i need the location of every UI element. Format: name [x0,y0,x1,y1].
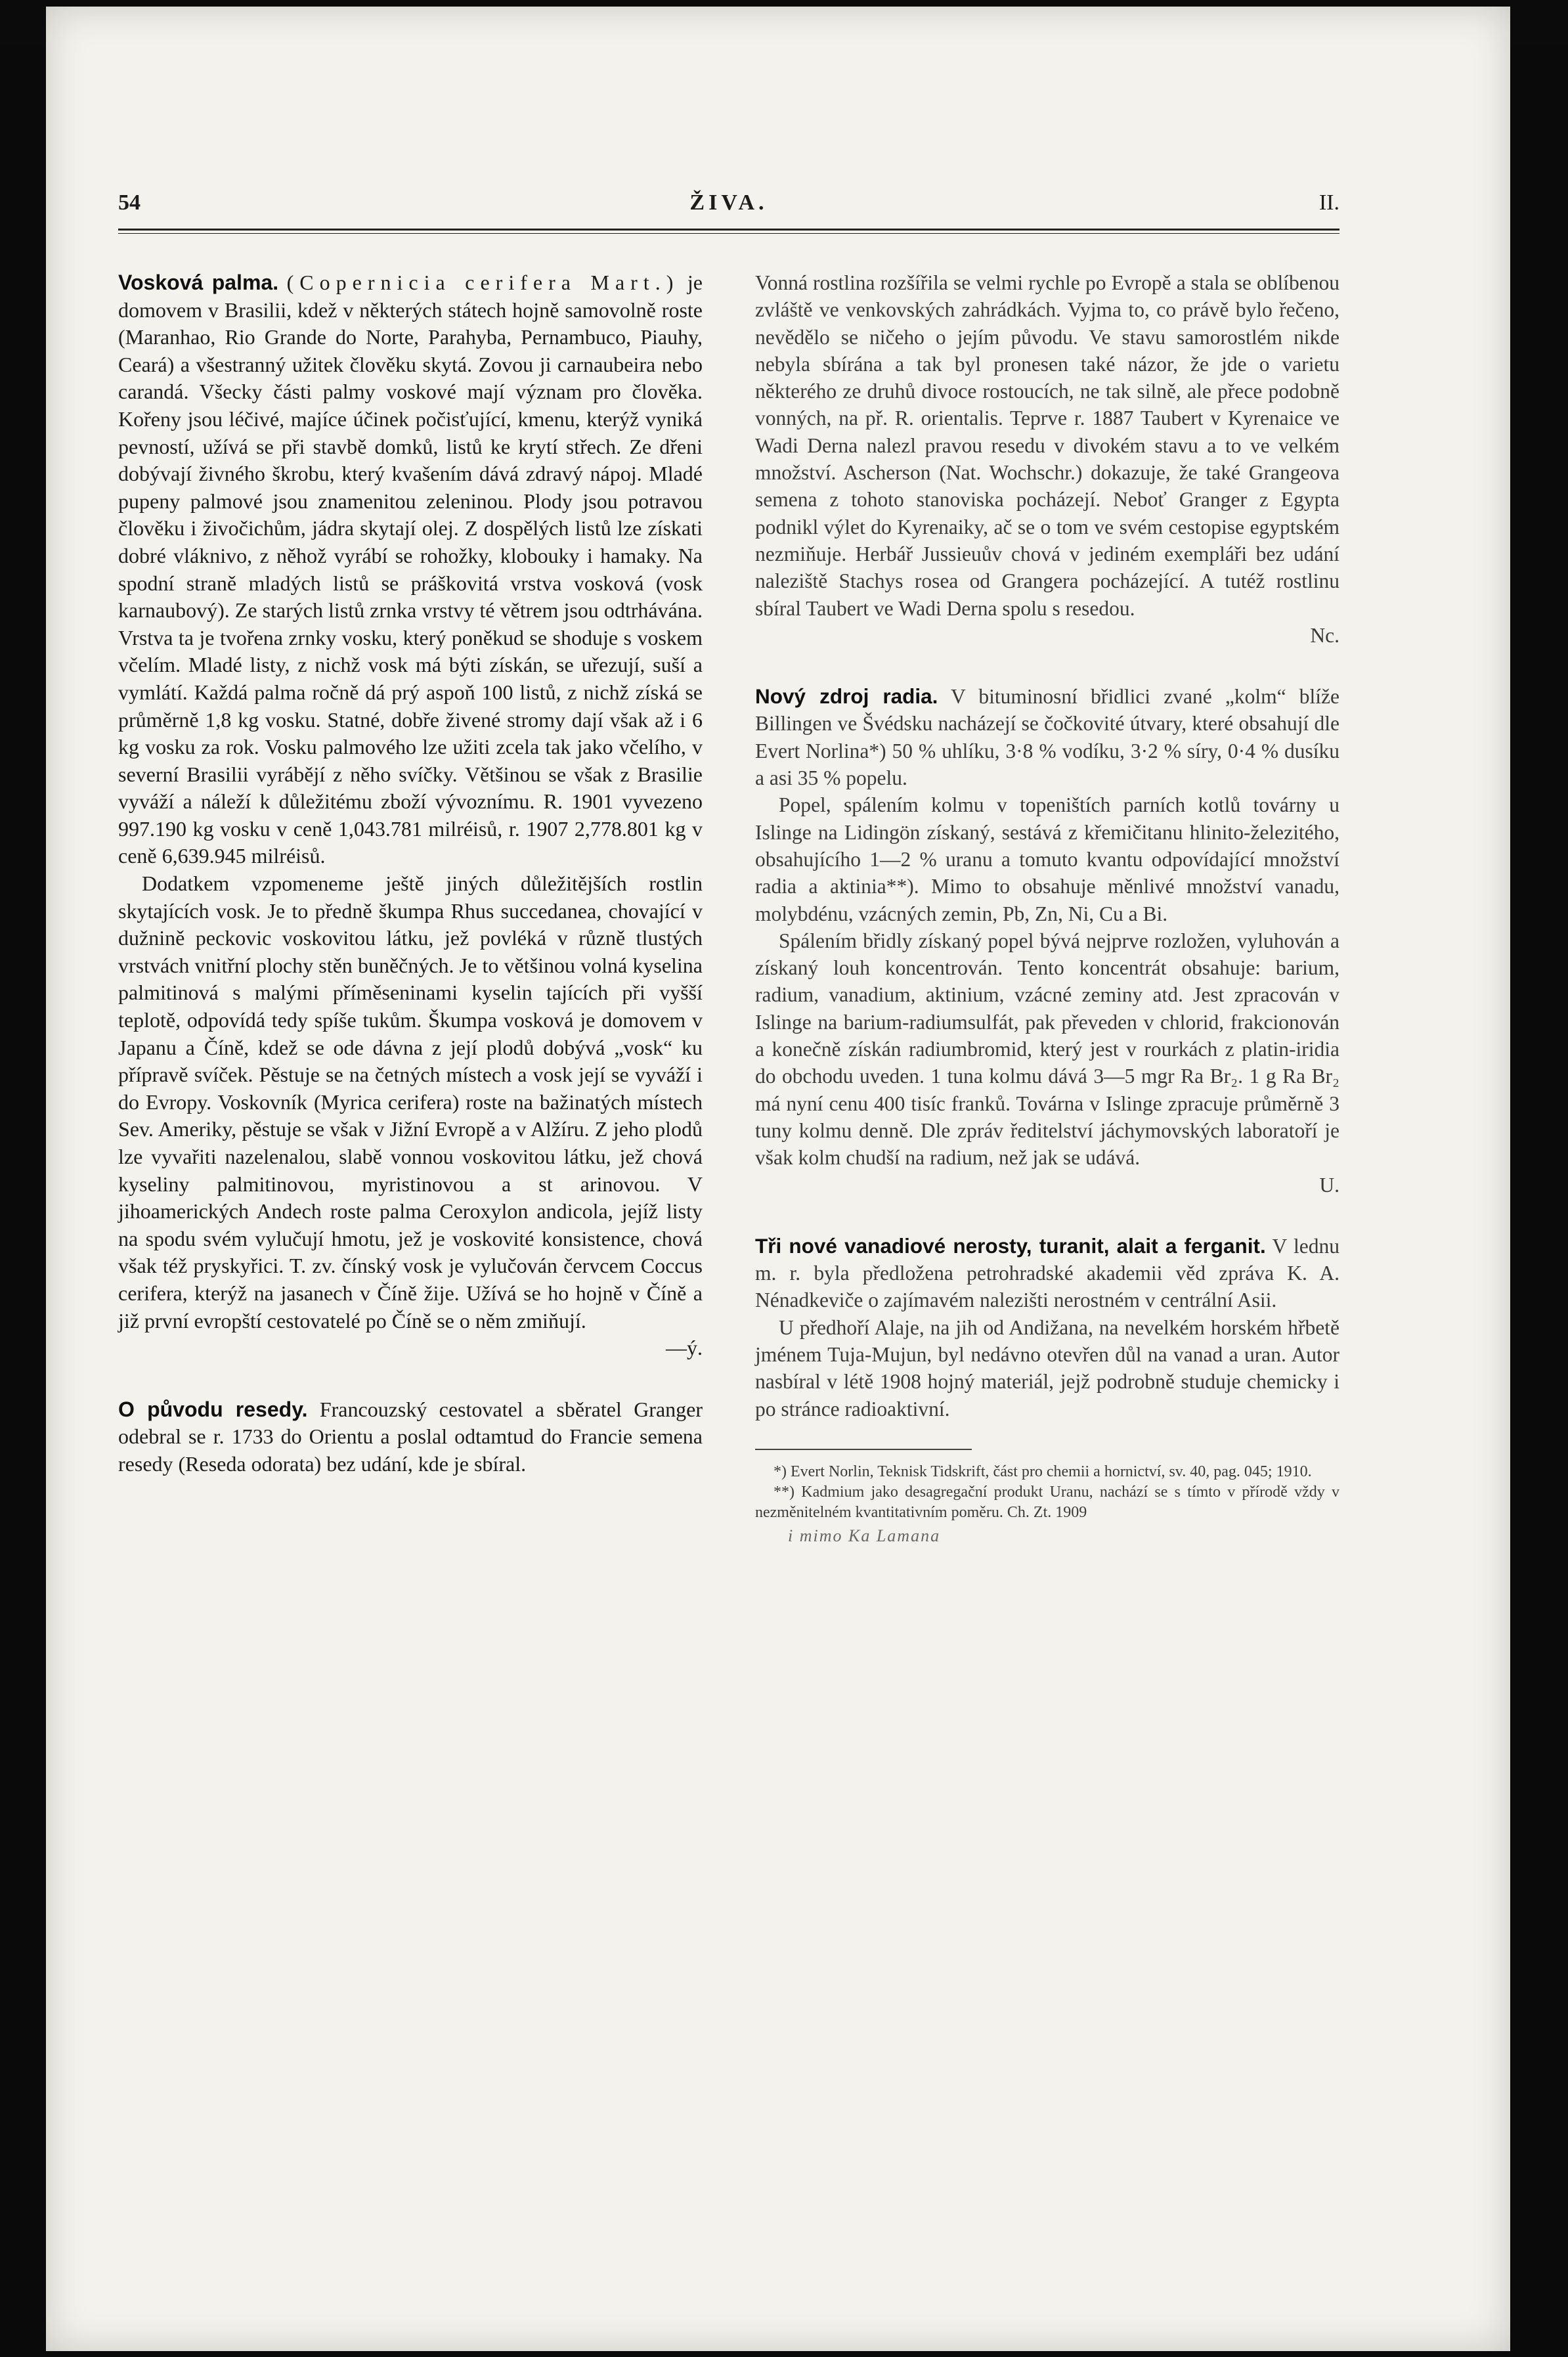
author-signature: —ý. [666,1336,703,1360]
author-signature: U. [1319,1173,1339,1197]
heading-reseda: O původu resedy. [118,1397,308,1421]
article-radium [755,683,1339,791]
volume-number: II. [1318,190,1339,215]
paragraph: Popel, spálením kolmu v topeništích parních kotlů továrny u Islinge na Lidingön získaný, sestává z křemičitanu hlinito-železitého, obsahujícího 1—2 % uranu a tomuto kvantu odpovídající množství radia a aktinia**). Mimo to obsahuje měnlivé množství vanadu, molybdénu, vzácných zemin, Pb, Zn, Ni, Cu a Bi. [755,793,1339,925]
page-header [118,190,1339,230]
footnote-rule [755,1449,972,1450]
article-wax-palm [118,269,703,870]
paragraph: V bituminosní břidlici zvané „kolm“ blíže Billingen ve Švédsku nacházejí se čočkovité útvary, které obsahují dle Evert Norlina*) 50 % uhlíku, 3·8 % vodíku, 3·2 % síry, 0·4 % dusíku a asi 35 % popelu. [755,685,1339,790]
header-rule [118,229,1339,234]
handwritten-note: i mimo Ka Lamana [788,1526,941,1545]
author-signature: Nc. [1310,623,1339,647]
paragraph: Vonná rostlina rozšířila se velmi rychle po Evropě a stala se oblíbenou zvláště ve venkovských zahrádkách. Vyjma to, co právě bylo řečeno, nevědělo se ničeho o jejím původu. Ve stavu samorostlém nikde nebyla sbírána a tak byl pronesen také názor, že jde o varietu některého ze druhů divoce rostoucích, ne tak silně, ale přece podobně vonných, na př. R. orientalis. Teprve r. 1887 Taubert v Kyrenaice ve Wadi Derna nalezl pravou resedu v divokém stavu a to ve velkém množství. Ascherson (Nat. Wochschr.) dokazuje, že také Grangeova semena z tohoto stanoviska pocházejí. Neboť Granger z Egypta podnikl výlet do Kyrenaiky, ač se o tom ve svém cestopise egyptském nezmiňuje. Herbář Jussieuův chová v jediném exempláři bez udání naleziště Stachys rosea od Grangera pocházející. A tutéž rostlinu sbíral Taubert ve Wadi Derna spolu s resedou. [755,271,1339,620]
article-reseda [118,1396,703,1478]
species-name: (Copernicia cerifera Mart.) [286,271,680,294]
heading-vanadium: Tři nové vanadiové nerosty, turanit, alait a ferganit. [755,1233,1266,1258]
paragraph: Francouzský cestovatel a sběratel Granger odebral se r. 1733 do Orientu a poslal odtamtud do Francie semena resedy (Reseda odorata) bez udání, kde je sbíral. [118,1397,703,1476]
paragraph: Dodatkem vzpomeneme ještě jiných důležitějších rostlin skytajících vosk. Je to předně škumpa Rhus succedanea, chovající v dužnině peckovic voskovitou látku, jež povléká v různě tlustých vrstvách vnitřní plochy stěn buněčných. Je to většinou volná kyselina palmitinová s malými příměseninami kyselin tajících při vyšší teplotě, odpovídá tedy spíše tukům. Škumpa vosková je domovem v Japanu a Číně, kdež se ode dávna z její plodů dobývá „vosk“ ku přípravě svíček. Pěstuje se na četných místech a vosk její se vyváží i do Evropy. Voskovník (Myrica cerifera) roste na bažinatých místech Sev. Ameriky, pěstuje se však v Jižní Evropě a v Alžíru. Z jeho plodů lze vyvařiti nazelenalou, slabě vonnou voskovitou látku, jež chová kyseliny palmitinovou, myristinovou a st arinovou. V jihoamerických Andech roste palma Ceroxylon andicola, jejíž listy na spodu svém vylučují hmotu, jež je voskovité konsistence, chová však též pryskyřici. T. zv. čínský vosk je vylučován červcem Coccus cerifera, kterýž na jasanech v Číně žije. Užívá se ho hojně v Číně a již první evropští cestovatelé po Číně se o něm zmiňují. [118,871,703,1333]
page-number: 54 [118,190,141,215]
article-vanadium [755,1233,1339,1314]
left-column [118,269,703,1478]
footnotes [755,1462,1339,1546]
journal-title: ŽIVA. [689,190,768,215]
heading-wax-palm: Vosková palma. [118,271,279,294]
paragraph: U předhoří Alaje, na jih od Andižana, na nevelkém horském hřbetě jménem Tuja-Mujun, byl nedávno otevřen důl na vanad a uran. Autor nasbíral v létě 1908 hojný materiál, jejž podrobně studuje chemicky i po stránce radioaktivní. [755,1315,1339,1421]
paragraph: je domovem v Brasilii, kdež v některých státech hojně samovolně roste (Maranhao, Rio Grande do Norte, Parahyba, Pernambuco, Piauhy, Ceará) a všestranný užitek člověku skytá. Zovou ji carnaubeira nebo carandá. Všecky části palmy voskové mají význam pro člověka. Kořeny jsou léčivé, majíce účinek počisťující, kmenu, kterýž vyniká pevností, užívá se při stavbě domků, listů ke krytí střech. Ze dřeni dobývají živného škrobu, který kvašením dává zdravý nápoj. Mladé pupeny palmové jsou znamenitou zeleninou. Plody jsou potravou člověku i živočichům, jádra skytají olej. Z dospělých listů lze získati dobré vláknivo, z něhož vyrábí se rohožky, klobouky i hamaky. Na spodní straně mladých listů se práškovitá vrstva vosková (vosk karnaubový). Ze starých listů zrnka vrstvy té větrem jsou odtrhávána. Vrstva ta je tvořena zrnky vosku, který poněkud se shoduje s voskem včelím. Mladé listy, z nichž vosk má býti získán, se uřezují, suší a vymlátí. Každá palma ročně dá prý aspoň 100 listů, z nichž získá se průměrně 1,8 kg vosku. Statné, dobře živené stromy dají však až i 6 kg vosku za rok. Vosku palmového lze užiti zcela tak jako včelího, v severní Brasilii vyrábějí z něho svíčky. Většinou se však z Brasilie vyváží a náleží k důležitému zboží vývoznímu. R. 1901 vyvezeno 997.190 kg vosku v ceně 1,043.781 milréisů, r. 1907 2,778.801 kg v ceně 6,639.945 milréisů. [118,271,703,868]
right-column [755,269,1339,1546]
paragraph: Spálením břidly získaný popel bývá nejprve rozložen, vyluhován a získaný louh koncentrován. Tento koncentrát obsahuje: barium, radium, vanadium, aktinium, vzácné zeminy atd. Jest zpracován v Islinge na barium-radiumsulfát, pak převeden v chlorid, frakcionován a konečně získán radiumbromid, který jest v rourkách z platin-iridia do obchodu uveden. 1 tuna kolmu dává 3—5 mgr Ra Br₂. 1 g Ra Br₂ má nyní cenu 400 tisíc franků. Továrna v Islinge zpracuje průměrně 3 tuny kolmu denně. Dle zpráv ředitelství jáchymovských laboratoří je však kolm chudší na radium, než jak se udává. [755,929,1339,1170]
footnote: **) Kadmium jako desagregační produkt Uranu, nachází se s tímto v přírodě vždy v nezměnitelném kvantitativním poměru. Ch. Zt. 1909 [755,1483,1339,1521]
footnote: *) Evert Norlin, Teknisk Tidskrift, část pro chemii a hornictví, sv. 40, pag. 045; 1910. [773,1463,1312,1480]
heading-radium: Nový zdroj radia. [755,684,938,709]
paragraph: V lednu m. r. byla předložena petrohradské akademii věd zpráva K. A. Nénadkeviče o zajímavém nalezišti nerostném v centrální Asii. [755,1234,1339,1312]
